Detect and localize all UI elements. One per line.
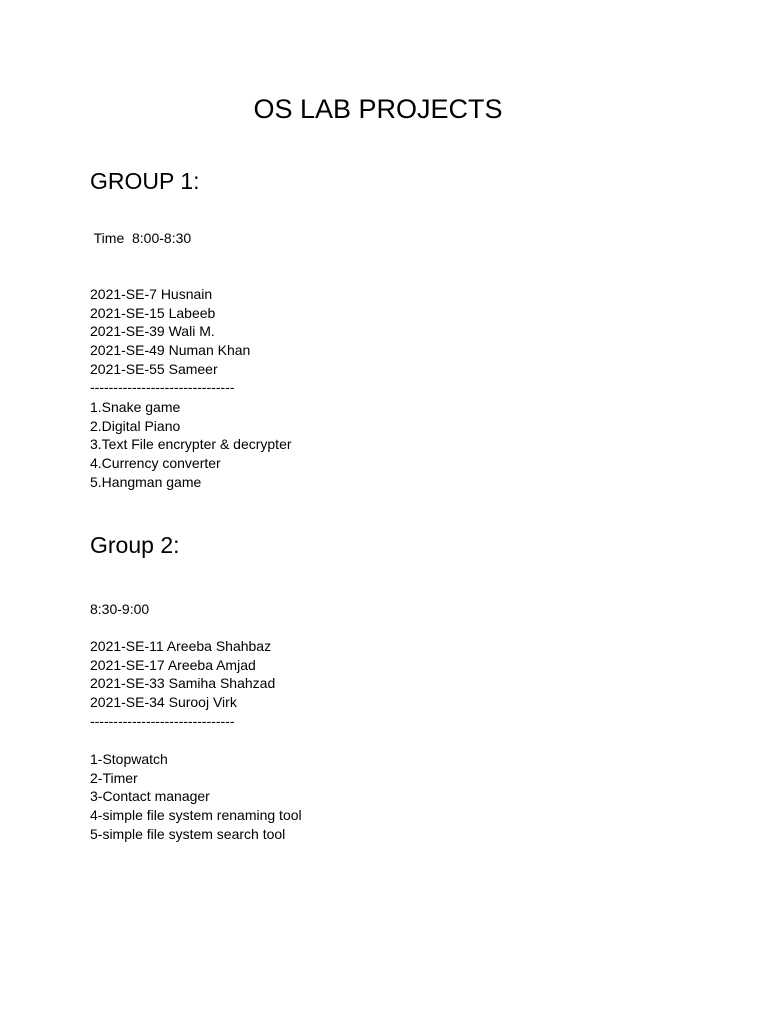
project-item: 4.Currency converter: [90, 455, 221, 472]
project-item: 4-simple file system renaming tool: [90, 807, 302, 824]
group-2-members: [90, 637, 275, 730]
project-item: 2.Digital Piano: [90, 417, 181, 434]
project-item: 3-Contact manager: [90, 788, 210, 805]
member-item: 2021-SE-34 Surooj Virk: [90, 694, 237, 711]
member-item: 2021-SE-17 Areeba Amjad: [90, 656, 256, 673]
group-2-time: 8:30-9:00: [90, 601, 150, 617]
member-item: 2021-SE-11 Areeba Shahbaz: [90, 638, 272, 654]
member-item: 2021-SE-15 Labeeb: [90, 304, 216, 321]
group-2-heading: Group 2:: [90, 532, 180, 558]
member-item: 2021-SE-7 Husnain: [90, 286, 213, 302]
separator-line: -------------------------------: [90, 712, 235, 729]
project-item: 5-simple file system search tool: [90, 825, 286, 842]
member-item: 2021-SE-33 Samiha Shahzad: [90, 675, 276, 692]
group-1-heading: GROUP 1:: [90, 168, 200, 194]
group-2-projects: [90, 750, 302, 843]
member-item: 2021-SE-55 Sameer: [90, 360, 218, 377]
project-item: 2-Timer: [90, 769, 138, 786]
project-item: 1.Snake game: [90, 399, 181, 415]
group-1-projects: [90, 398, 292, 491]
group-1-members: [90, 285, 250, 397]
group-1-time: Time 8:00-8:30: [90, 230, 192, 246]
project-item: 3.Text File encrypter & decrypter: [90, 436, 292, 453]
member-item: 2021-SE-49 Numan Khan: [90, 342, 251, 359]
project-item: 5.Hangman game: [90, 473, 202, 490]
project-item: 1-Stopwatch: [90, 751, 168, 767]
member-item: 2021-SE-39 Wali M.: [90, 323, 215, 340]
separator-line: -------------------------------: [90, 379, 235, 396]
document-title: OS LAB PROJECTS: [253, 94, 503, 124]
